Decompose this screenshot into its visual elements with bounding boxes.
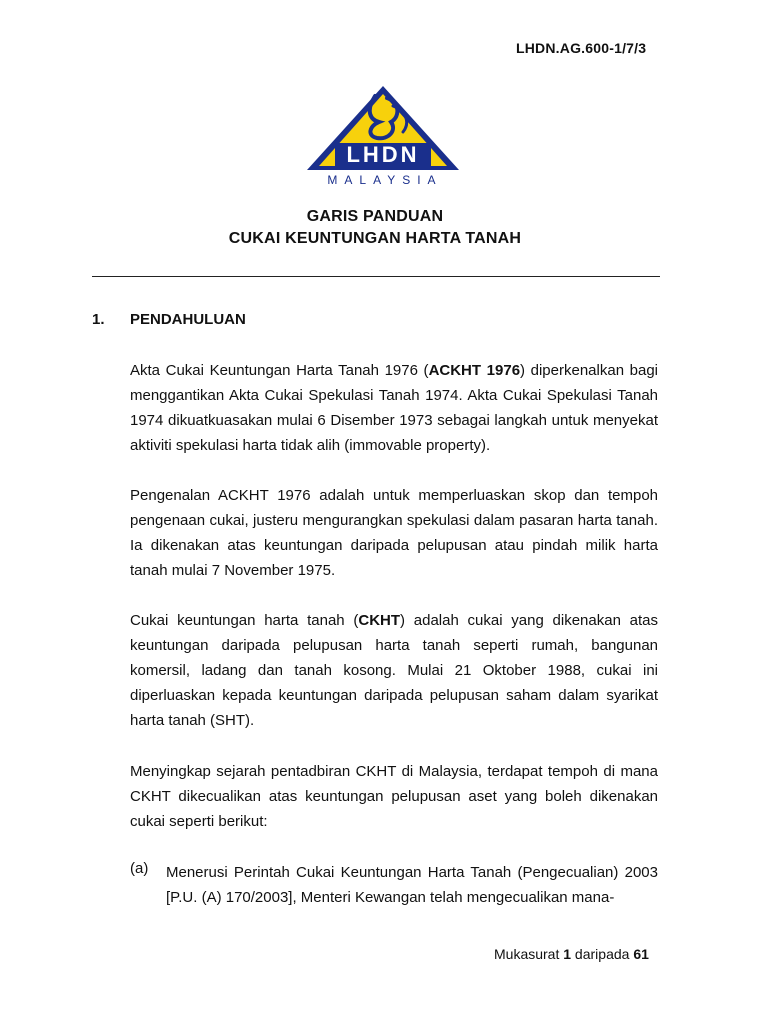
paragraph-1: Akta Cukai Keuntungan Harta Tanah 1976 (ACKHT 1976) diperkenalkan bagi menggantikan Akta Cukai Spekulasi Tanah 1974. Akta Cukai Spekulasi Tanah 1974 dikuatkuasakan mulai 6 Disember 1973 sebagai langkah untuk menyekat aktiviti spekulasi harta tidak alih (immovable property). [130, 362, 658, 454]
logo-text: LHDN [346, 142, 420, 167]
section-heading: PENDAHULUAN [130, 311, 246, 328]
paragraph-4: Menyingkap sejarah pentadbiran CKHT di Malaysia, terdapat tempoh di mana CKHT dikecualikan atas keuntungan pelupusan aset yang boleh dikenakan cukai seperti berikut: [130, 763, 658, 830]
page-total: 61 [633, 946, 649, 962]
lhdn-logo-graphic [305, 82, 461, 188]
ackht-bold: ACKHT 1976 [428, 362, 521, 379]
list-item-label: (a) [130, 860, 149, 877]
lhdn-logo [305, 82, 461, 188]
document-title-line1: GARIS PANDUAN [306, 208, 444, 225]
document-title-line2: CUKAI KEUNTUNGAN HARTA TANAH [228, 230, 522, 247]
page-footer: Mukasurat 1 daripada 61 [494, 946, 649, 962]
paragraph-2: Pengenalan ACKHT 1976 adalah untuk memperluaskan skop dan tempoh pengenaan cukai, justeru mengurangkan spekulasi dalam pasaran harta tanah. Ia dikenakan atas keuntungan daripada pelupusan atau pindah milik harta tanah mulai 7 November 1975. [130, 487, 658, 579]
section-number: 1. [92, 311, 105, 328]
page-number: 1 [563, 946, 572, 962]
logo-subtext: MALAYSIA [327, 173, 443, 187]
title-divider [92, 276, 660, 277]
document-reference: LHDN.AG.600-1/7/3 [516, 40, 647, 56]
ckht-bold: CKHT [358, 612, 401, 629]
paragraph-3: Cukai keuntungan harta tanah (CKHT) adalah cukai yang dikenakan atas keuntungan daripada pelupusan harta tanah seperti rumah, bangunan komersil, ladang dan tanah kosong. Mulai 21 Oktober 1988, cukai ini diperluaskan kepada keuntungan daripada pelupusan saham dalam syarikat harta tanah (SHT). [130, 612, 658, 729]
list-item-text: Menerusi Perintah Cukai Keuntungan Harta Tanah (Pengecualian) 2003 [P.U. (A) 170/2003], Menteri Kewangan telah mengecualikan mana- [166, 864, 658, 906]
